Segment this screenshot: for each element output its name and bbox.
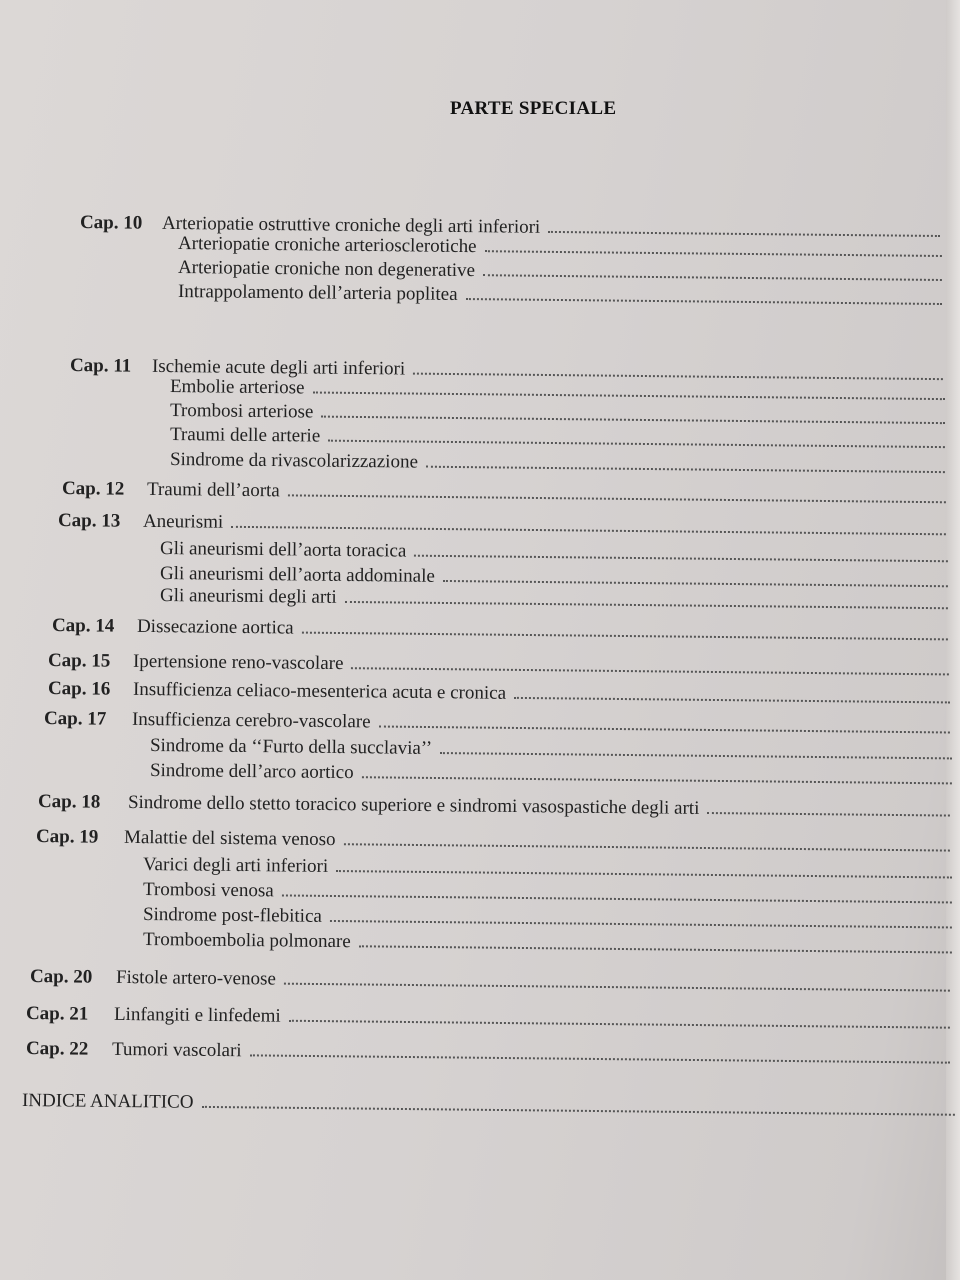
dot-leader [231, 526, 946, 535]
dot-leader [288, 494, 946, 503]
dot-leader [344, 843, 950, 851]
toc-subsection-entry [170, 449, 945, 479]
subsection-title: Sindrome dell’arco aortico [149, 760, 354, 784]
dot-leader [707, 812, 950, 817]
chapter-title: Ischemie acute degli arti inferiori [151, 355, 406, 380]
subsection-title: Varici degli arti inferiori [142, 854, 329, 877]
dot-leader [282, 894, 952, 903]
dot-leader [362, 776, 952, 784]
dot-leader [379, 726, 950, 734]
chapter-title: Ipertensione reno-vascolare [132, 650, 344, 675]
dot-leader [345, 601, 948, 609]
subsection-title: Sindrome da ‘‘Furto della succlavia’’ [149, 735, 433, 759]
dot-leader [328, 440, 945, 448]
chapter-number: Cap. 20 [29, 966, 93, 988]
dot-leader [336, 870, 952, 878]
dot-leader [548, 231, 940, 237]
chapter-title: Dissecazione aortica [136, 615, 294, 639]
toc-chapter-entry [58, 510, 946, 541]
subsection-title: Embolie arteriose [169, 376, 305, 399]
subsection-title: Arteriopatie croniche non degenerative [177, 257, 476, 282]
dot-leader [426, 466, 945, 473]
dot-leader [483, 274, 942, 281]
section-title: PARTE SPECIALE [450, 98, 617, 119]
toc-subsection-entry [150, 760, 952, 790]
toc-chapter-entry [38, 791, 950, 823]
subsection-title: Gli aneurismi dell’aorta toracica [159, 538, 407, 562]
toc-chapter-entry [52, 615, 948, 646]
dot-leader [485, 250, 943, 257]
toc-subsection-entry [143, 929, 952, 959]
dot-leader [289, 1020, 950, 1029]
chapter-title: Aneurismi [142, 510, 224, 533]
subsection-title: Trombosi arteriose [169, 400, 314, 423]
toc-chapter-entry [48, 650, 949, 681]
dot-leader [312, 391, 945, 400]
dot-leader [302, 632, 949, 641]
subsection-title: Sindrome post-flebitica [142, 904, 322, 927]
chapter-number: Cap. 15 [47, 650, 111, 672]
toc-chapter-entry [26, 1003, 950, 1035]
subsection-title: Tromboembolia polmonare [142, 929, 351, 953]
dot-leader [359, 945, 952, 953]
index-title: INDICE ANALITICO [21, 1090, 194, 1113]
subsection-title: Gli aneurismi dell’aorta addominale [159, 563, 435, 587]
chapter-number: Cap. 19 [35, 826, 99, 848]
chapter-title: Arteriopatie ostruttive croniche degli arti inferiori [161, 212, 541, 238]
subsection-title: Trombosi venosa [142, 879, 274, 902]
chapter-title: Traumi dell’aorta [146, 478, 280, 502]
subsection-title: Intrappolamento dell’arteria poplitea [177, 281, 458, 305]
toc-chapter-entry [62, 478, 946, 509]
chapter-number: Cap. 17 [43, 708, 107, 730]
dot-leader [514, 697, 949, 704]
chapter-title: Malattie del sistema venoso [123, 826, 336, 851]
dot-leader [440, 752, 952, 759]
chapter-number: Cap. 16 [47, 678, 111, 700]
subsection-title: Traumi delle arterie [169, 424, 321, 447]
dot-leader [443, 580, 948, 587]
chapter-number: Cap. 21 [25, 1003, 89, 1025]
dot-leader [201, 1106, 954, 1116]
toc-chapter-entry [30, 966, 950, 998]
dot-leader [330, 920, 952, 929]
chapter-title: Sindrome dello stetto toracico superiore e sindromi vasospastiche degli arti [127, 791, 700, 819]
chapter-number: Cap. 12 [61, 478, 125, 500]
toc-chapter-entry [48, 678, 950, 709]
subsection-title: Arteriopatie croniche arteriosclerotiche [177, 233, 477, 258]
toc-index-entry [22, 1090, 955, 1122]
chapter-number: Cap. 11 [69, 355, 132, 377]
chapter-title: Insufficienza celiaco-mesenterica acuta e cronica [132, 678, 507, 704]
chapter-title: Tumori vascolari [111, 1038, 242, 1062]
chapter-number: Cap. 10 [79, 212, 143, 234]
dot-leader [414, 555, 948, 563]
dot-leader [250, 1054, 950, 1063]
chapter-title: Fistole artero-venose [115, 966, 276, 990]
dot-leader [466, 298, 943, 305]
toc-chapter-entry [36, 826, 950, 858]
subsection-title: Gli aneurismi degli arti [159, 585, 337, 608]
toc-chapter-entry [26, 1038, 950, 1070]
dot-leader [284, 983, 950, 992]
chapter-number: Cap. 13 [57, 510, 121, 532]
chapter-number: Cap. 18 [37, 791, 101, 813]
dot-leader [351, 667, 949, 675]
chapter-title: Linfangiti e linfedemi [113, 1003, 281, 1027]
chapter-number: Cap. 22 [25, 1038, 89, 1060]
chapter-title: Insufficienza cerebro-vascolare [131, 708, 371, 733]
dot-leader [321, 416, 945, 425]
chapter-number: Cap. 14 [51, 615, 115, 637]
subsection-title: Sindrome da rivascolarizzazione [169, 449, 419, 473]
